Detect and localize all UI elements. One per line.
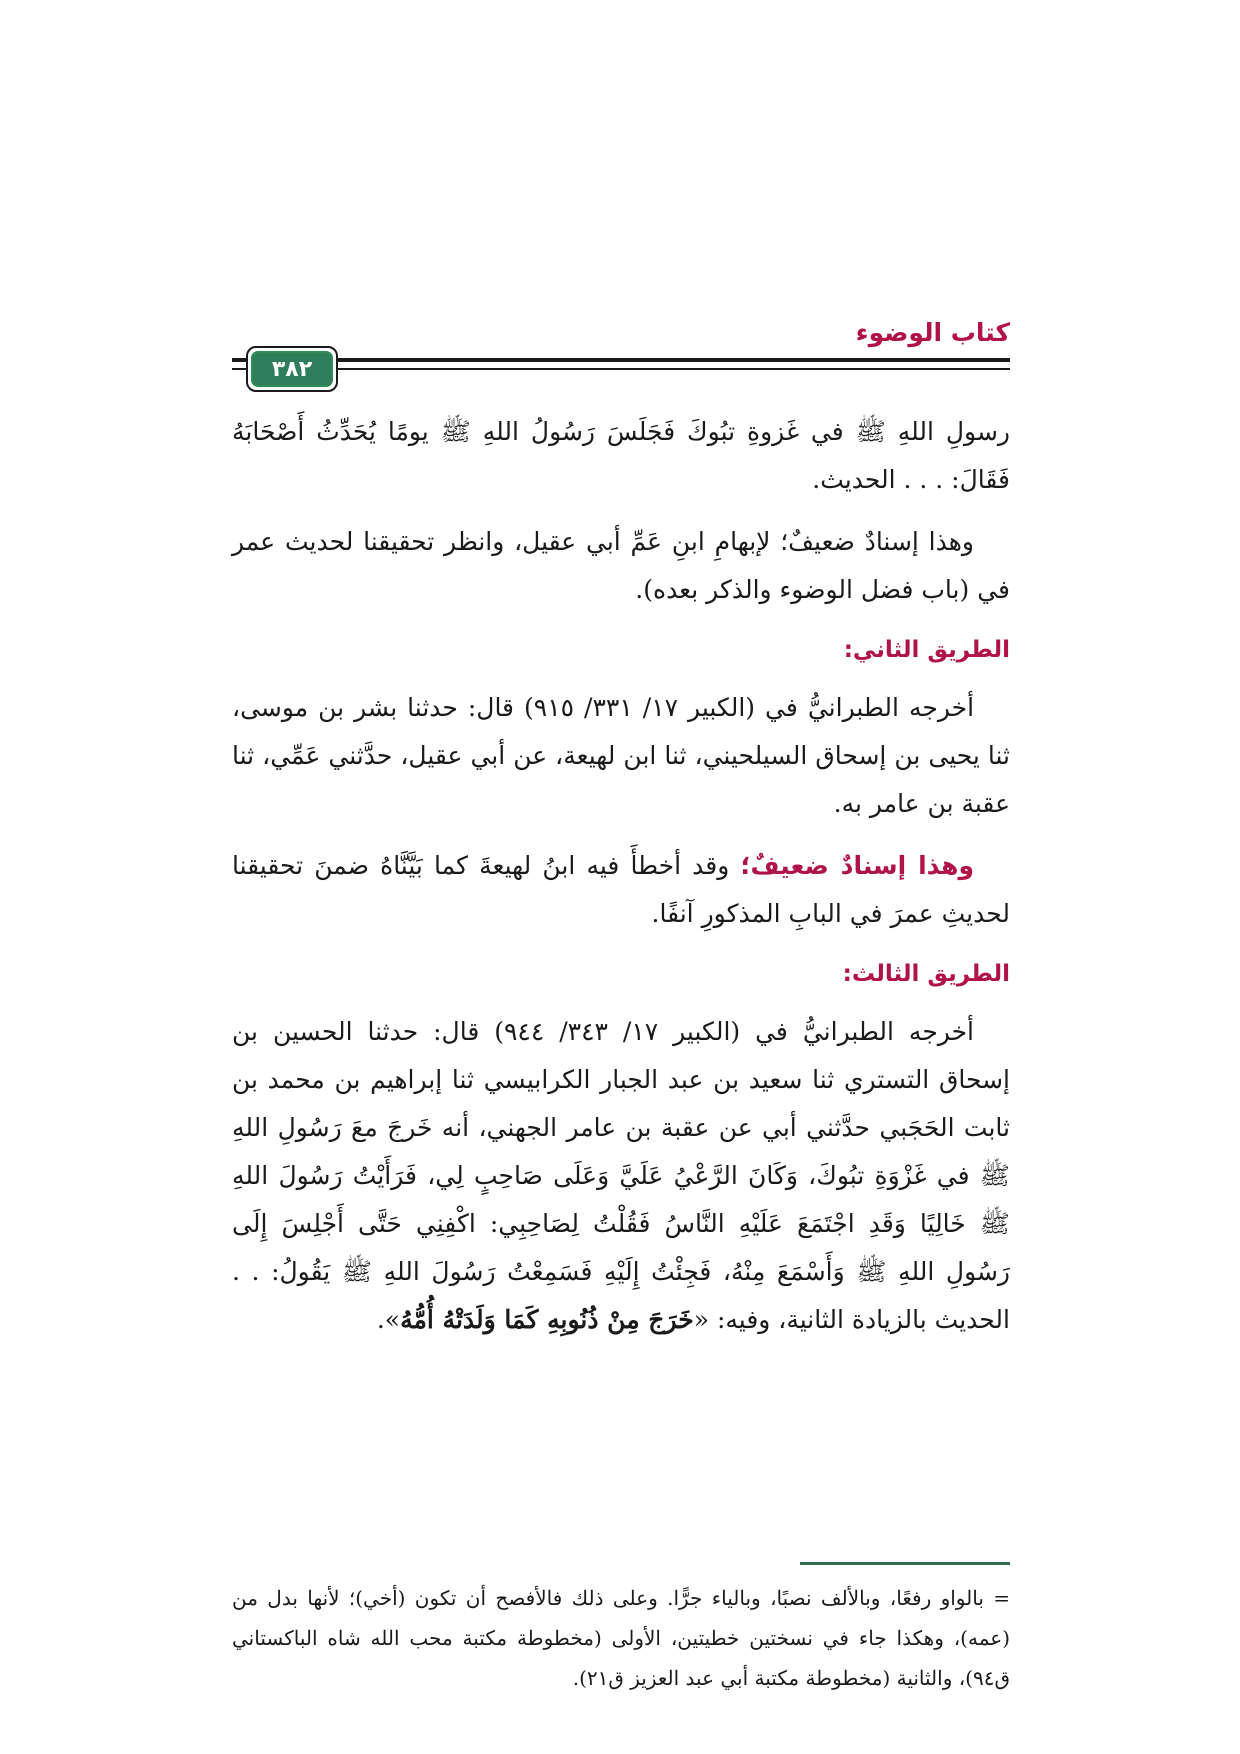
- paragraph-tabarani-944: [232, 1008, 1010, 1344]
- hadith-quote-bold: خَرَجَ مِنْ ذُنُوبِهِ كَمَا وَلَدَتْهُ أُمُّهُ: [400, 1305, 694, 1334]
- footnote-separator: [800, 1562, 1010, 1565]
- quote-close: ».: [376, 1305, 401, 1334]
- paragraph-isnad-weak: وهذا إسنادٌ ضعيفٌ؛ لإبهامِ ابنِ عَمِّ أبي عقيل، وانظر تحقيقنا لحديث عمر في (باب فضل الوضوء والذكر بعده).: [232, 527, 1010, 604]
- footnote-section: [232, 1578, 1010, 1698]
- header-rule-bottom: [232, 368, 1010, 370]
- heading-third-route: الطريق الثالث:: [842, 961, 1010, 987]
- page-number: ٣٨٢: [251, 351, 333, 387]
- paragraph-ibn-lahia: [232, 842, 1010, 938]
- paragraph-ibn-lahia-text: وقد أخطأَ فيه ابنُ لهيعةَ كما بَيَّنَّاهُ ضمنَ تحقيقنا لحديثِ عمرَ في البابِ المذكورِ آنفًا.: [232, 851, 1010, 928]
- paragraph-tabarani-944-text: أخرجه الطبرانيُّ في (الكبير ١٧/ ٣٤٣/ ٩٤٤) قال: حدثنا الحسين بن إسحاق التستري ثنا سعيد بن عبد الجبار الكرابيسي ثنا إبراهيم بن محمد بن ثابت الحَجَبي حدَّثني أبي عن عقبة بن عامر الجهني، أنه خَرجَ معَ رَسُولِ اللهِ ﷺ في غَزْوَةِ تبُوكَ، وَكَانَ الرَّعْيُ عَلَيَّ وَعَلَى صَاحِبٍ لِي، فَرَأَيْتُ رَسُولَ اللهِ ﷺ خَالِيًا وَقَدِ اجْتَمَعَ عَلَيْهِ النَّاسُ فَقُلْتُ لِصَاحِبِي: اكْفِنِي حَتَّى أَجْلِسَ إِلَى رَسُولِ اللهِ ﷺ وَأَسْمَعَ مِنْهُ، فَجِئْتُ إِلَيْهِ فَسَمِعْتُ رَسُولَ اللهِ ﷺ يَقُولُ: . . الحديث بالزيادة الثانية، وفيه: «: [232, 1017, 1010, 1334]
- paragraph-tabarani-915: أخرجه الطبرانيُّ في (الكبير ١٧/ ٣٣١/ ٩١٥) قال: حدثنا بشر بن موسى، ثنا يحيى بن إسحاق السيلحيني، ثنا ابن لهيعة، عن أبي عقيل، حدَّثني عَمِّي، ثنا عقبة بن عامر به.: [232, 693, 1010, 818]
- paragraph-continuation: رسولِ اللهِ ﷺ في غَزوةِ تبُوكَ فَجَلَسَ رَسُولُ اللهِ ﷺ يومًا يُحَدِّثُ أَصْحَابَهُ فَقَالَ: . . . الحديث.: [232, 417, 1010, 494]
- heading-second-route: الطريق الثاني:: [843, 637, 1010, 663]
- book-title: كتاب الوضوء: [855, 318, 1010, 347]
- main-text: [232, 408, 1010, 1344]
- book-page: [232, 300, 1010, 1690]
- header-rule-top: [232, 358, 1010, 362]
- footnote-text: = بالواو رفعًا، وبالألف نصبًا، وبالياء جرًّا. وعلى ذلك فالأفصح أن تكون (أخي)؛ لأنها بدل من (عمه)، وهكذا جاء في نسختين خطيتين، الأولى (مخطوطة مكتبة محب الله شاه الباكستاني ق٩٤)، والثانية (مخطوطة مكتبة أبي عبد العزيز ق٢١).: [232, 1586, 1010, 1690]
- highlight-weak-isnad: وهذا إسنادٌ ضعيفٌ؛: [740, 851, 974, 880]
- page-header: [232, 300, 1010, 400]
- page-number-badge: [246, 346, 338, 392]
